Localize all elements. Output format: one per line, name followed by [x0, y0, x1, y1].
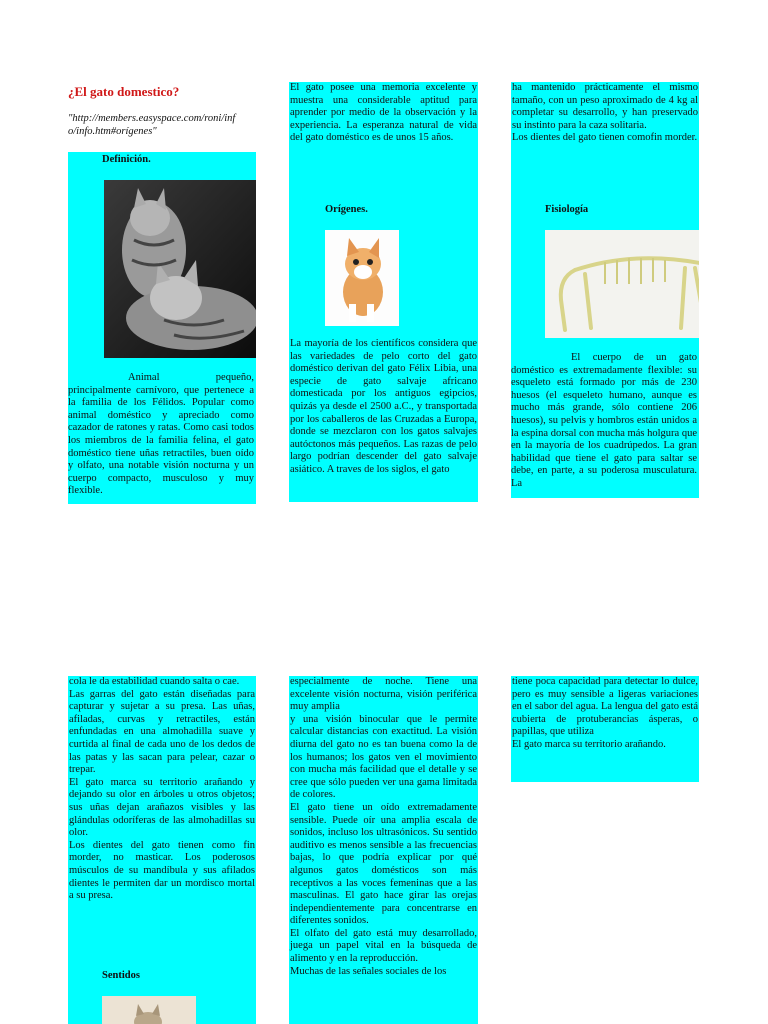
definicion-text	[68, 372, 254, 498]
aranando-paragraph: El gato marca su territorio arañando.	[512, 738, 666, 750]
dientes-paragraph: Los dientes del gato tienen comofin morder.	[512, 132, 698, 144]
panel-vision-oido	[289, 676, 478, 1024]
panel-cola-garras	[68, 676, 256, 1024]
fisiologia-paragraph: El cuerpo de un gato doméstico es extremadamente flexible: su esqueleto está formado por más de 230 huesos (el esqueleto humano, aunque es mucho más grande, sólo contiene 206 huesos), su pelvis y hombros están unidos a la espina dorsal con mucha más holgura que en la mayoría de los cuadrúpedos. La gran habilidad que tiene el gato para saltar se debe, en parte, a su poderosa musculatura. La	[511, 352, 697, 489]
memoria-paragraph: El gato posee una memoria excelente y muestra una considerable aptitud para aprender por medio de la observación y la experiencia. La esperanza natural de vida del gato doméstico es de unos 15 años.	[290, 82, 477, 144]
panel-definicion	[68, 152, 256, 504]
senales-paragraph: Muchas de las señales sociales de los	[290, 965, 447, 977]
panel-tamano-fisiologia	[511, 82, 699, 498]
heading-sentidos: Sentidos	[102, 970, 140, 981]
kitten-photo	[325, 230, 399, 326]
origenes-paragraph: La mayoría de los científicos considera que las variedades de pelo corto del gato doméstico derivan del gato Félix Libia, una especie de gato salvaje africano domesticada por los antiguos egipcios, quizás ya desde el 2500 a.C., y transportada por los caballeros de las Cruzadas a Europa, donde se mezclaron con los gatos salvajes autóctonos más pequeños. Las razas de pelo largo podrían descender del gato salvaje asiático. A traves de los siglos, el gato	[290, 338, 477, 475]
oido-paragraph: El gato tiene un oído extremadamente sensible. Puede oír una amplia escala de sonidos, incluso los ultrasónicos. Su sentido auditivo es menos sensible a las frecuencias bajas, lo que podría explicar por qué algunos gatos domésticos son más receptivos a las voces femeninas que a las masculinas. El gato hace girar las orejas independientemente para concentrarse en diferentes sonidos.	[290, 801, 477, 927]
tabby-cats-photo	[104, 180, 256, 358]
noche-paragraph: especialmente de noche. Tiene una excelente visión nocturna, visión periférica muy amplia	[290, 676, 477, 713]
origenes-text	[290, 338, 477, 477]
vision-paragraph: y una visión binocular que le permite calcular distancias con exactitud. La visión diurna del gato no es tan buena como la de los humanos; los gatos ven el movimiento con mucha más facilidad que el detalle y se cree que sólo pueden ver una gama limitada de colores.	[290, 713, 477, 801]
mordisco-paragraph: Los dientes del gato tienen como fin morder, no masticar. Los poderosos músculos de su mandíbula y sus afilados dientes le permiten dar un mordisco mortal a su presa.	[69, 839, 255, 902]
territorio-paragraph: El gato marca su territorio arañando y dejando su olor en árboles u otros objetos; sus uñas dejan arañazos visibles y las glándulas odoríferas de las almohadillas su olor.	[69, 776, 255, 839]
cat-skeleton-photo	[545, 230, 699, 338]
heading-fisiologia: Fisiología	[545, 204, 589, 215]
source-url: "http://members.easyspace.com/roni/inf o/info.htm#orígenes"	[68, 113, 236, 137]
garras-paragraph: Las garras del gato están diseñadas para capturar y sujetar a su presa. Las uñas, afiladas, curvas y retractiles, están enfundadas en una almohadilla suave y curtida al final de cada uno de los dedos de las patas y las sacan para pelear, cazar o trepar.	[69, 688, 255, 776]
panel-memoria-origenes	[289, 82, 478, 502]
heading-origenes: Orígenes.	[325, 204, 368, 215]
gusto-paragraph: tiene poca capacidad para detectar lo dulce, pero es muy sensible a ligeras variaciones en el sabor del agua. La lengua del gato está cubierta de protuberancias ásperas, o papillas, que utiliza	[512, 676, 698, 738]
definicion-paragraph: Animal pequeño, principalmente carnívoro, que pertenece a la familia de los Félidos. Popular como animal doméstico y apreciado como cazador de ratones y ratas. Como casi todos los miembros de la familia felina, el gato doméstico tiene uñas retractiles, buen oído y olfato, una notable visión nocturna y un cuerpo compacto, musculoso y muy flexible.	[68, 372, 254, 497]
fisiologia-text	[511, 352, 697, 491]
cola-paragraph: cola le da estabilidad cuando salta o cae.	[69, 676, 240, 687]
cat-sentidos-photo	[102, 996, 196, 1024]
page-title: ¿El gato domestico?	[68, 84, 180, 99]
olfato-paragraph: El olfato del gato está muy desarrollado, juega un papel vital en la búsqueda de alimento y en la reproducción.	[290, 927, 477, 965]
tamano-paragraph: ha mantenido prácticamente el mismo tamaño, con un peso aproximado de 4 kg al completar su desarrollo, y han preservado su instinto para la caza solitaria.	[512, 82, 698, 131]
heading-definicion: Definición.	[102, 154, 151, 165]
panel-gusto	[511, 676, 699, 782]
